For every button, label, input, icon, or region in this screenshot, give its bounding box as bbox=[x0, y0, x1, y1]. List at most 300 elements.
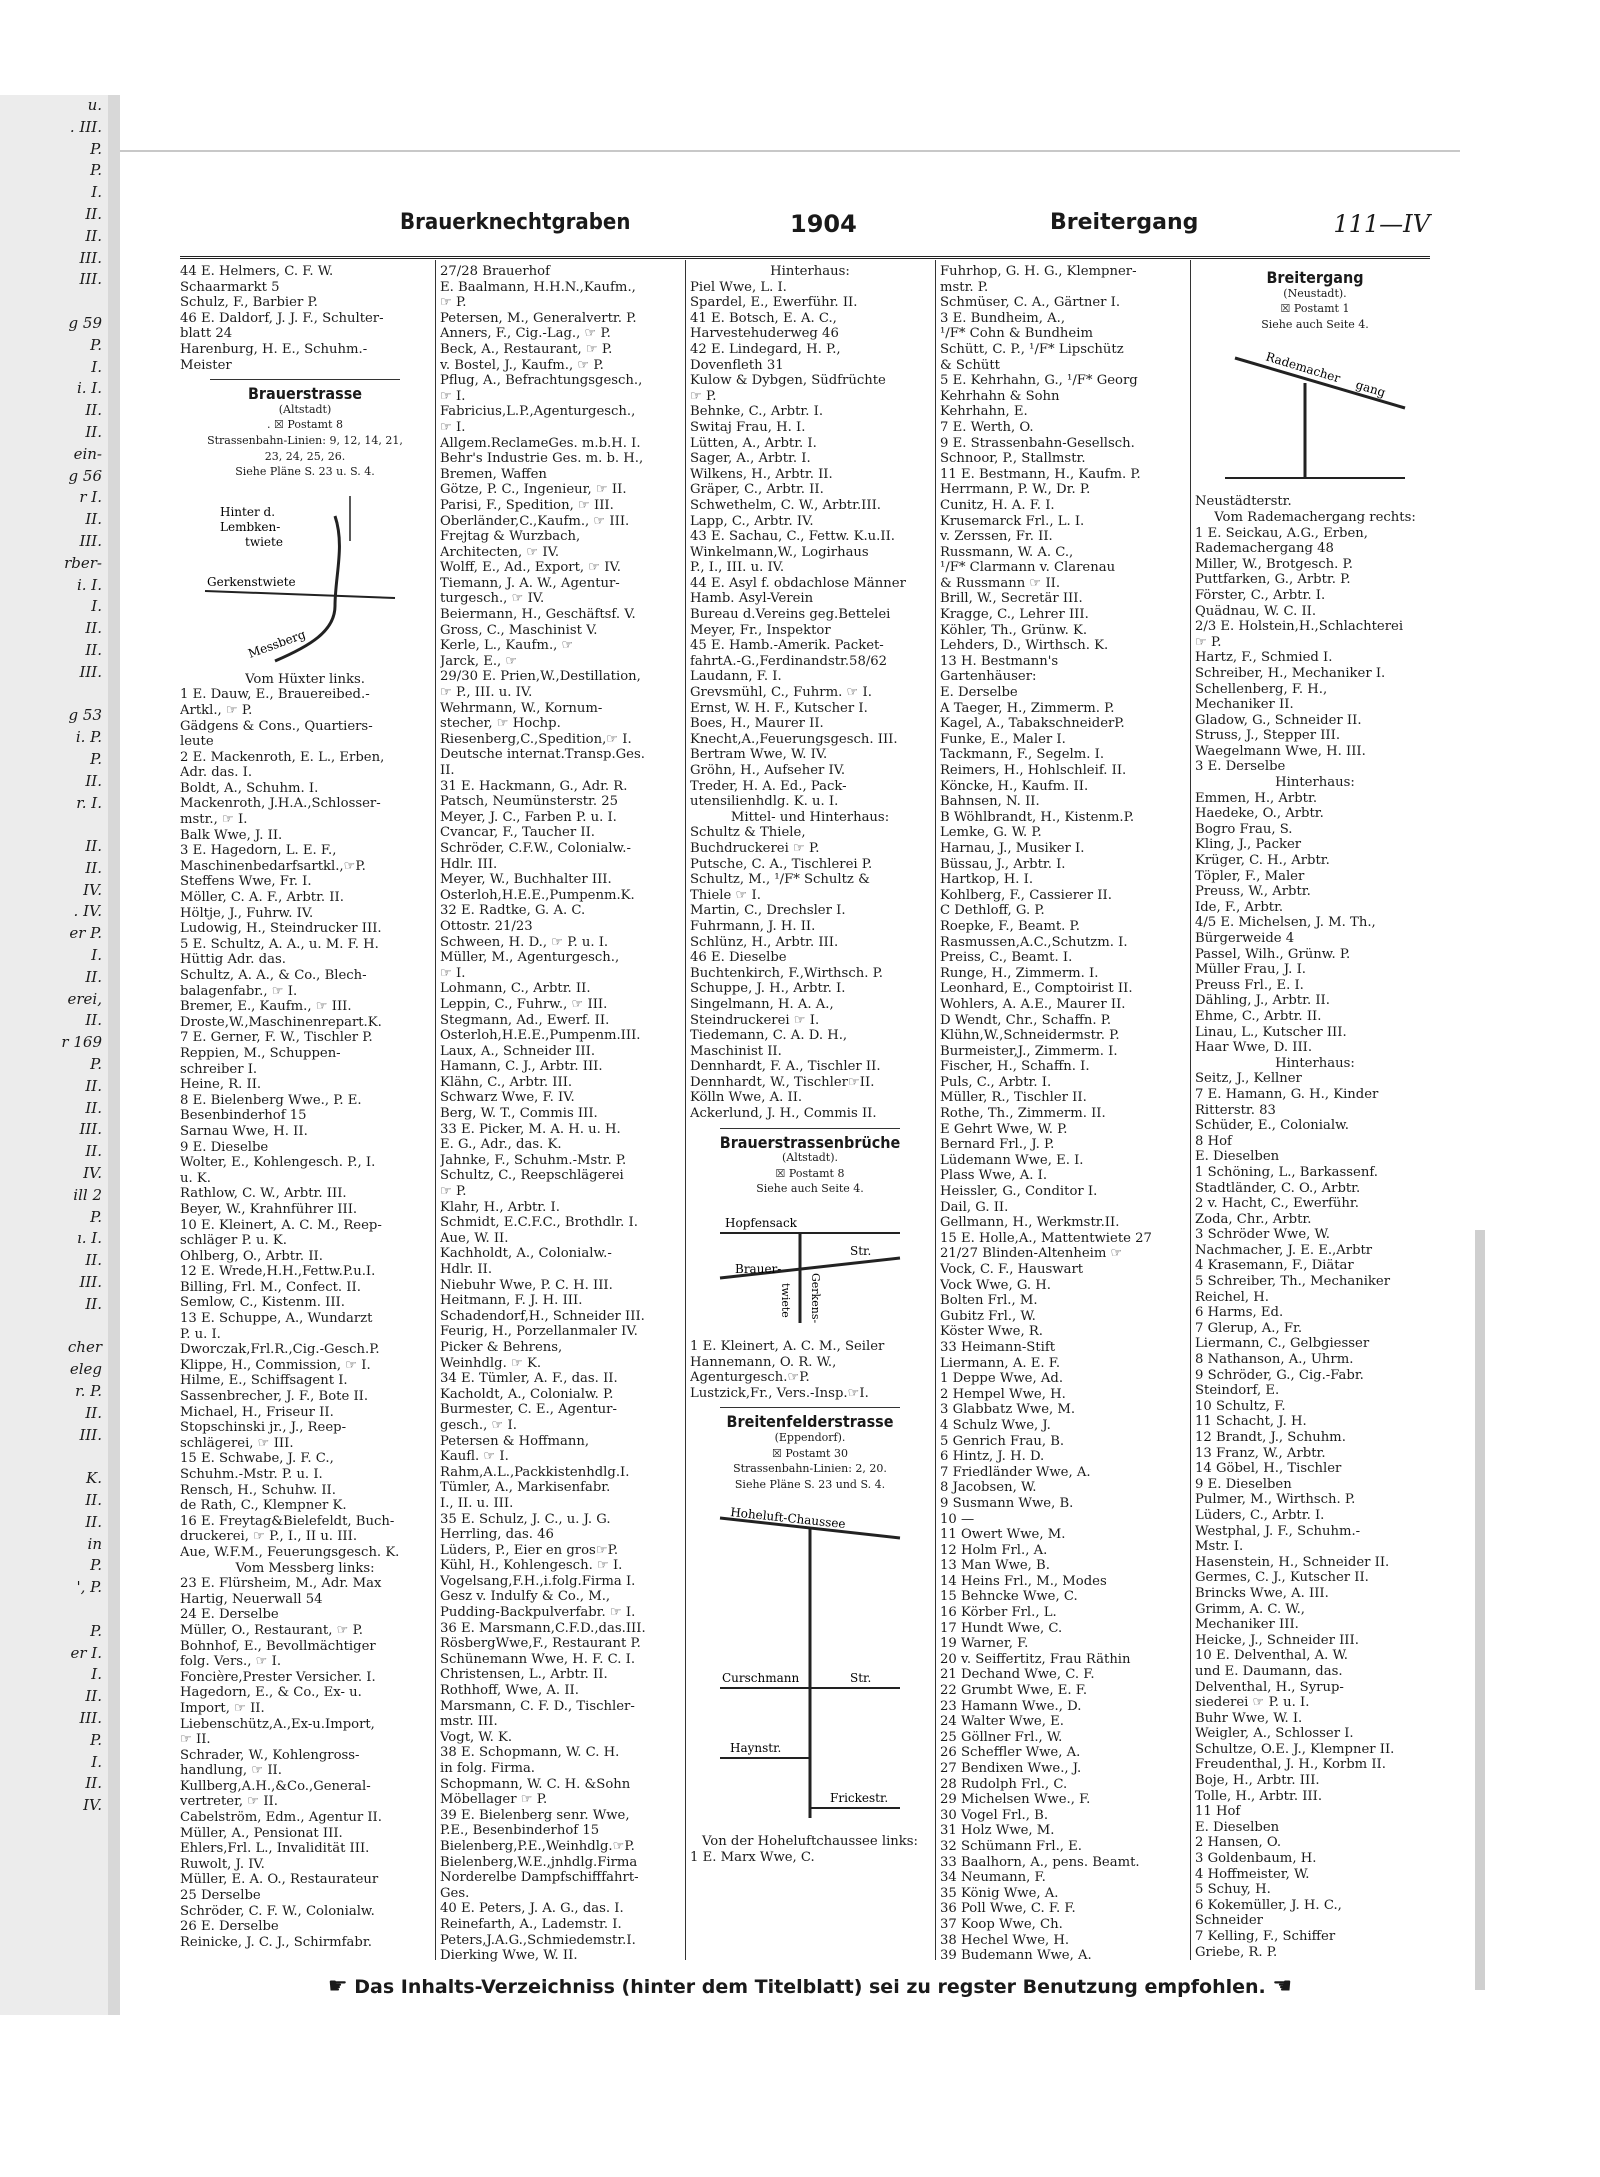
directory-line: Peters,J.A.G.,Schmiedemstr.I. bbox=[440, 1932, 636, 1948]
directory-line: Reichel, H. bbox=[1195, 1289, 1269, 1305]
header-right-street: Breitergang bbox=[1050, 210, 1199, 235]
directory-line: Fabricius,L.P.,Agenturgesch., bbox=[440, 404, 636, 420]
postamt: ☒ Postamt 8 bbox=[775, 1166, 845, 1180]
directory-line: 10 Schultz, F. bbox=[1195, 1398, 1286, 1414]
directory-line: 12 Brandt, J., Schuhm. bbox=[1195, 1430, 1346, 1445]
directory-line: 7 E. Hamann, G. H., Kinder bbox=[1195, 1086, 1379, 1102]
directory-line: Leppin, C., Fuhrw., ☞ III. bbox=[440, 996, 608, 1012]
directory-line: Delventhal, H., Syrup- bbox=[1195, 1679, 1344, 1695]
directory-line bbox=[0, 291, 108, 313]
directory-line: Reinefarth, A., Lademstr. I. bbox=[440, 1916, 622, 1932]
directory-line: Martin, C., Drechsler I. bbox=[690, 903, 846, 919]
directory-line: Deutsche internat.Transp.Ges. bbox=[440, 747, 645, 763]
directory-line: Wehrmann, W., Kornum- bbox=[440, 700, 603, 716]
directory-line: III. bbox=[79, 270, 102, 289]
directory-line: Schröder, C.F.W., Colonialw.- bbox=[440, 840, 631, 856]
directory-line: Allgem.ReclameGes. m.b.H. I. bbox=[440, 435, 641, 451]
directory-line: Kachholdt, A., Colonialw.- bbox=[440, 1246, 612, 1262]
directory-line: 12 Holm Frl., A. bbox=[940, 1542, 1048, 1558]
directory-line: Liermann, A. E. F. bbox=[940, 1355, 1061, 1371]
directory-line: I. bbox=[91, 597, 102, 616]
column-divider bbox=[685, 260, 686, 1960]
column-4 bbox=[940, 264, 1185, 1964]
directory-line: Reinicke, J. C. J., Schirmfabr. bbox=[180, 1934, 372, 1950]
directory-line: 37 Koop Wwe, Ch. bbox=[940, 1916, 1063, 1932]
directory-line bbox=[0, 1316, 108, 1338]
directory-line bbox=[0, 1446, 108, 1468]
directory-line: Niebuhr Wwe, P. C. H. III. bbox=[440, 1277, 613, 1293]
directory-line: Oberländer,C.,Kaufm., ☞ III. bbox=[440, 513, 630, 529]
directory-line bbox=[0, 1926, 108, 1948]
directory-line: II. bbox=[85, 1011, 102, 1030]
directory-line: Möbellager ☞ P. bbox=[440, 1792, 548, 1808]
directory-line: Hüttig Adr. das. bbox=[180, 952, 286, 968]
map-label: Str. bbox=[850, 1671, 872, 1686]
map-label: Gerkens- bbox=[809, 1273, 822, 1324]
directory-line: II. bbox=[85, 422, 102, 441]
directory-line: Kagel, A., TabakschneiderP. bbox=[940, 716, 1125, 732]
directory-line: Bremen, Waffen bbox=[440, 466, 547, 482]
directory-line: 3 Schröder Wwe, W. bbox=[1195, 1227, 1330, 1243]
tram-lines: Strassenbahn-Linien: 2, 20. bbox=[733, 1462, 887, 1476]
directory-line: II. bbox=[85, 1294, 102, 1313]
directory-line: III. bbox=[79, 248, 102, 267]
directory-line: 13 Franz, W., Arbtr. bbox=[1195, 1445, 1326, 1461]
directory-line: Boje, H., Arbtr. III. bbox=[1195, 1773, 1320, 1789]
directory-line: Pflug, A., Befrachtungsgesch., bbox=[440, 373, 643, 389]
directory-line: 9 E. Strassenbahn-Gesellsch. bbox=[940, 435, 1135, 451]
directory-line: Hamb. Asyl-Verein bbox=[690, 591, 814, 607]
street-heading-brauerstrasse: Brauerstrasse bbox=[247, 384, 363, 404]
directory-line: Hartig, Neuerwall 54 bbox=[180, 1591, 323, 1607]
directory-line: IV. bbox=[83, 880, 102, 899]
directory-line: Struss, J., Stepper III. bbox=[1195, 728, 1341, 744]
directory-line: 2 Hempel Wwe, H. bbox=[940, 1386, 1066, 1402]
separator bbox=[720, 1128, 900, 1129]
directory-line: Petersen, M., Generalvertr. P. bbox=[440, 310, 637, 326]
directory-line: Hdlr. III. bbox=[440, 856, 498, 872]
directory-line: Heine, R. II. bbox=[180, 1077, 262, 1093]
directory-line: g 56 bbox=[68, 466, 102, 485]
directory-line: Harvestehuderweg 46 bbox=[690, 326, 839, 342]
directory-line: Knecht,A.,Feuerungsgesch. III. bbox=[690, 731, 898, 747]
directory-line: Buchdruckerei ☞ P. bbox=[690, 840, 820, 856]
directory-line: Wilkens, H., Arbtr. II. bbox=[690, 466, 833, 482]
directory-line bbox=[0, 1904, 108, 1926]
directory-line: 7 Friedländer Wwe, A. bbox=[940, 1464, 1091, 1480]
directory-line: Gellmann, H., Werkmstr.II. bbox=[940, 1215, 1120, 1231]
directory-line: Kölln Wwe, A. II. bbox=[690, 1090, 803, 1106]
directory-line: 3 E. Derselbe bbox=[1195, 759, 1286, 775]
directory-line: ☞ P. bbox=[690, 388, 717, 404]
directory-line: 34 Neumann, F. bbox=[940, 1870, 1046, 1886]
book-binding-edge bbox=[1475, 1230, 1485, 1990]
directory-line: P. bbox=[90, 749, 102, 768]
directory-line: Aue, W. II. bbox=[440, 1230, 509, 1246]
map-label: Gerkenstwiete bbox=[207, 574, 296, 589]
directory-line: Lapp, C., Arbtr. IV. bbox=[690, 513, 814, 529]
directory-line: 7 E. Werth, O. bbox=[940, 419, 1034, 435]
directory-line: ☞ P. bbox=[440, 295, 467, 311]
map-label: Hopfensack bbox=[725, 1216, 797, 1231]
directory-line: Kragge, C., Lehrer III. bbox=[940, 607, 1089, 623]
directory-line: Kühl, H., Kohlengesch. ☞ I. bbox=[440, 1558, 623, 1574]
footer-text: Das Inhalts-Verzeichniss (hinter dem Titelblatt) sei zu regster Benutzung empfohlen. bbox=[354, 1976, 1266, 1998]
directory-line: Mstr. I. bbox=[1195, 1539, 1244, 1555]
directory-line: 17 Hundt Wwe, C. bbox=[940, 1620, 1063, 1636]
directory-line: erei, bbox=[67, 989, 102, 1008]
directory-line: Krüger, C. H., Arbtr. bbox=[1195, 853, 1330, 869]
directory-line: P. bbox=[90, 161, 102, 180]
directory-line: Müller, A., Pensionat III. bbox=[180, 1825, 343, 1841]
directory-line: Rahm,A.L.,Packkistenhdlg.I. bbox=[440, 1464, 630, 1480]
directory-line: 33 Heimann-Stift bbox=[940, 1339, 1056, 1355]
directory-line: II. bbox=[85, 1491, 102, 1509]
column-divider bbox=[935, 260, 936, 1960]
directory-line: Import, ☞ II. bbox=[180, 1700, 265, 1716]
map-label: Haynstr. bbox=[730, 1741, 782, 1756]
directory-line: 9 Schröder, G., Cig.-Fabr. bbox=[1195, 1367, 1364, 1383]
directory-line: Vogelsang,F.H.,i.folg.Firma I. bbox=[440, 1573, 636, 1589]
directory-line: Marsmann, C. F. D., Tischler- bbox=[440, 1698, 635, 1714]
directory-line: 2/3 E. Holstein,H.,Schlachterei bbox=[1195, 619, 1404, 635]
directory-line: Götze, P. C., Ingenieur, ☞ II. bbox=[440, 482, 627, 498]
directory-line: Michael, H., Friseur II. bbox=[180, 1404, 334, 1420]
directory-line: Harenburg, H. E., Schuhm.- bbox=[180, 341, 368, 357]
directory-line: vertreter, ☞ II. bbox=[180, 1794, 278, 1810]
directory-line: Treder, H. A. Ed., Pack- bbox=[690, 778, 847, 794]
directory-line: 8 Nathanson, A., Uhrm. bbox=[1195, 1352, 1354, 1368]
directory-line: Buchtenkirch, F.,Wirthsch. P. bbox=[690, 965, 883, 981]
directory-line: eleg bbox=[69, 1360, 102, 1379]
map-label: Brauer- bbox=[735, 1262, 782, 1277]
directory-line: schreiber I. bbox=[180, 1061, 258, 1077]
directory-line: Reimers, H., Hohlschleif. II. bbox=[940, 763, 1127, 778]
directory-line: Laux, A., Schneider III. bbox=[440, 1043, 596, 1059]
directory-line: Russmann, W. A. C., bbox=[940, 544, 1074, 560]
column-2 bbox=[440, 264, 680, 1964]
directory-line: Winkelmann,W., Logirhaus bbox=[690, 544, 869, 560]
directory-line: Bohnhof, E., Bevollmächtiger bbox=[180, 1638, 376, 1654]
directory-line: Lüders, C., Arbtr. I. bbox=[1195, 1507, 1325, 1523]
directory-line: D Wendt, Chr., Schaffn. P. bbox=[940, 1012, 1112, 1028]
directory-page bbox=[120, 150, 1460, 2012]
directory-line: 44 E. Asyl f. obdachlose Männer bbox=[690, 575, 906, 591]
directory-line: 38 Hechel Wwe, H. bbox=[940, 1932, 1070, 1948]
directory-line: Meyer, W., Buchhalter III. bbox=[440, 872, 612, 888]
directory-line: Jarck, E., ☞ bbox=[440, 653, 518, 669]
directory-line: II. bbox=[85, 640, 102, 659]
page-number: 111—IV bbox=[1333, 210, 1430, 238]
header-year: 1904 bbox=[790, 210, 857, 238]
directory-line: 39 Budemann Wwe, A. bbox=[940, 1948, 1092, 1964]
directory-line: Rothe, Th., Zimmerm. II. bbox=[940, 1106, 1106, 1122]
directory-line: fahrtA.-G.,Ferdinandstr.58/62 bbox=[690, 653, 888, 669]
directory-line: 28 Rudolph Frl., C. bbox=[940, 1776, 1068, 1792]
directory-line: Frejtag & Wurzbach, bbox=[440, 529, 581, 545]
directory-line: Patsch, Neumünsterstr. 25 bbox=[440, 794, 619, 810]
directory-line: Bolten Frl., M. bbox=[940, 1293, 1038, 1309]
previous-page-margin bbox=[0, 95, 111, 2015]
directory-line: 40 E. Peters, J. A. G., das. I. bbox=[440, 1901, 624, 1917]
directory-line: Bremer, E., Kaufm., ☞ III. bbox=[180, 999, 352, 1015]
directory-line: Meyer, Fr., Inspektor bbox=[690, 622, 831, 638]
directory-line: P. bbox=[90, 1730, 102, 1749]
directory-line: Puttfarken, G., Arbtr. P. bbox=[1195, 572, 1351, 588]
directory-line: Vock, C. F., Hauswart bbox=[940, 1262, 1084, 1277]
directory-line: blatt 24 bbox=[180, 326, 233, 342]
directory-line: 25 Göllner Frl., W. bbox=[940, 1729, 1063, 1745]
directory-line: 5 E. Schultz, A. A., u. M. F. H. bbox=[180, 936, 379, 952]
directory-line: Gräper, C., Arbtr. II. bbox=[690, 482, 824, 498]
directory-line: Cabelström, Edm., Agentur II. bbox=[180, 1810, 382, 1826]
directory-line: Schütt, C. P., ¹/F* Lipschütz bbox=[940, 341, 1124, 357]
directory-line: II. bbox=[85, 1687, 102, 1706]
directory-line: Kaufl. ☞ I. bbox=[440, 1449, 509, 1465]
directory-line: Bernard Frl., J. P. bbox=[940, 1137, 1055, 1153]
directory-line: Haar Wwe, D. III. bbox=[1195, 1040, 1313, 1056]
directory-line: Müller, E. A. O., Restaurateur bbox=[180, 1872, 379, 1888]
directory-line: Emmen, H., Arbtr. bbox=[1195, 790, 1318, 806]
directory-line: Boes, H., Maurer II. bbox=[690, 716, 824, 732]
directory-line: 4 Hoffmeister, W. bbox=[1195, 1866, 1310, 1882]
directory-line: 22 Grumbt Wwe, E. F. bbox=[940, 1683, 1088, 1699]
directory-line: Miller, W., Brotgesch. P. bbox=[1195, 556, 1353, 572]
directory-line: 29 Michelsen Wwe., F. bbox=[940, 1792, 1091, 1808]
directory-line: Steindorf, E. bbox=[1195, 1383, 1280, 1399]
directory-line: Schwarz Wwe, F. IV. bbox=[440, 1090, 575, 1106]
directory-line: 26 E. Derselbe bbox=[180, 1919, 279, 1935]
directory-line: Fuhrmann, J. H. II. bbox=[690, 918, 816, 934]
directory-line: Dovenfleth 31 bbox=[690, 357, 784, 373]
directory-line: ☞ I. bbox=[440, 388, 466, 404]
directory-line: Ritterstr. 83 bbox=[1195, 1102, 1276, 1118]
directory-line: Tolle, H., Arbtr. III. bbox=[1195, 1788, 1323, 1804]
directory-line: 6 Hintz, J. H. D. bbox=[940, 1449, 1045, 1465]
directory-line: 35 E. Schulz, J. C., u. J. G. bbox=[440, 1511, 611, 1527]
directory-line: Steindruckerei ☞ I. bbox=[690, 1012, 820, 1028]
directory-line: Gross, C., Maschinist V. bbox=[440, 622, 598, 638]
directory-line: g 59 bbox=[68, 313, 102, 332]
directory-line: 36 E. Marsmann,C.F.D.,das.III. bbox=[440, 1620, 646, 1636]
directory-line: turgesch., ☞ IV. bbox=[440, 591, 545, 607]
directory-line: Liebenschütz,A.,Ex-u.Import, bbox=[180, 1716, 375, 1732]
directory-line: Jahnke, F., Schuhm.-Mstr. P. bbox=[440, 1152, 627, 1168]
directory-line: 14 Göbel, H., Tischler bbox=[1195, 1461, 1342, 1477]
directory-line: 23 E. Flürsheim, M., Adr. Max bbox=[180, 1576, 382, 1592]
directory-line: Rasmussen,A.C.,Schutzm. I. bbox=[940, 934, 1128, 950]
directory-line: schlägerei, ☞ III. bbox=[180, 1435, 294, 1451]
street-map-brauerstrassenbruecke bbox=[700, 1203, 920, 1333]
directory-line: 14 Heins Frl., M., Modes bbox=[940, 1573, 1107, 1589]
directory-line: mstr. P. bbox=[940, 279, 989, 295]
directory-line: ☞ P. bbox=[440, 1184, 467, 1200]
directory-line: Norderelbe Dampfschifffahrt- bbox=[440, 1870, 639, 1886]
map-label: Messberg bbox=[246, 626, 308, 661]
tram-lines-cont: 23, 24, 25, 26. bbox=[264, 449, 346, 463]
directory-line: balagenfabr., ☞ I. bbox=[180, 983, 298, 999]
directory-line: III. bbox=[79, 662, 102, 681]
map-label: Lembken- bbox=[220, 519, 281, 534]
directory-line: Cunitz, H. A. F. I. bbox=[940, 497, 1055, 513]
directory-line: & Russmann ☞ II. bbox=[940, 575, 1061, 591]
directory-line: er P. bbox=[69, 924, 102, 943]
directory-line: 23 Hamann Wwe., D. bbox=[940, 1698, 1082, 1714]
directory-line: Artkl., ☞ P. bbox=[180, 702, 253, 718]
directory-line: Schlünz, H., Arbtr. III. bbox=[690, 934, 839, 950]
directory-line: rber- bbox=[64, 553, 102, 572]
directory-line: III. bbox=[79, 1425, 102, 1444]
directory-line: 13 H. Bestmann's bbox=[940, 653, 1059, 669]
directory-line: Krusemarck Frl., L. I. bbox=[940, 513, 1085, 529]
directory-line: 32 Schümann Frl., E. bbox=[940, 1838, 1082, 1854]
directory-line: A Taeger, H., Zimmerm. P. bbox=[940, 700, 1115, 716]
directory-line: Feurig, H., Porzellanmaler IV. bbox=[440, 1324, 638, 1340]
directory-line: Ernst, W. H. F., Kutscher I. bbox=[690, 700, 868, 716]
directory-line: Brincks Wwe, A. III. bbox=[1195, 1585, 1329, 1601]
directory-line: Schünemann Wwe, H. F. C. I. bbox=[440, 1651, 636, 1667]
directory-line: Cvancar, F., Taucher II. bbox=[440, 825, 595, 841]
directory-line: Behnke, C., Arbtr. I. bbox=[690, 404, 824, 420]
directory-line: . III. bbox=[69, 117, 102, 136]
directory-line: Mechaniker III. bbox=[1195, 1617, 1299, 1633]
directory-line: Schneider bbox=[1195, 1913, 1263, 1929]
directory-line: utensilienhdlg. K. u. I. bbox=[690, 794, 839, 810]
directory-line: III. bbox=[79, 531, 102, 550]
street-map-breitenfelderstrasse bbox=[700, 1498, 920, 1828]
directory-line: Schwethelm, C. W., Arbtr.III. bbox=[690, 497, 881, 513]
directory-line: 8 Jacobsen, W. bbox=[940, 1480, 1037, 1496]
directory-line: C Dethloff, G. P. bbox=[940, 903, 1045, 919]
directory-line: Schultz & Thiele, bbox=[690, 825, 806, 841]
directory-line: v. Bostel, J., Kaufm., ☞ P. bbox=[440, 357, 604, 373]
directory-line: Quädnau, W. C. II. bbox=[1195, 603, 1317, 619]
directory-line: Harnau, J., Musiker I. bbox=[940, 840, 1085, 856]
directory-line: Wolff, E., Ad., Export, ☞ IV. bbox=[440, 560, 621, 576]
directory-line: II. bbox=[85, 226, 102, 245]
directory-line: Weinhdlg. ☞ K. bbox=[440, 1355, 542, 1371]
directory-line: II. bbox=[85, 401, 102, 420]
directory-line: Burmeister,J., Zimmerm. I. bbox=[940, 1043, 1118, 1059]
directory-line bbox=[0, 684, 108, 706]
tram-lines: Strassenbahn-Linien: 9, 12, 14, 21, bbox=[207, 433, 403, 447]
directory-line: I., II. u. III. bbox=[440, 1495, 514, 1511]
directory-line: 43 E. Sachau, C., Fettw. K.u.II. bbox=[690, 529, 895, 545]
directory-line: 24 E. Derselbe bbox=[180, 1607, 279, 1623]
directory-line: 11 Schacht, J. H. bbox=[1195, 1414, 1307, 1430]
district: (Neustadt). bbox=[1283, 286, 1347, 300]
directory-line: Sassenbrecher, J. F., Bote II. bbox=[180, 1389, 369, 1405]
directory-line: Steffens Wwe, Fr. I. bbox=[180, 874, 312, 890]
district: (Altstadt) bbox=[278, 402, 332, 416]
directory-line: P.E., Besenbinderhof 15 bbox=[440, 1823, 600, 1839]
directory-line: mstr., ☞ I. bbox=[180, 812, 248, 828]
directory-line: stecher, ☞ Hochp. bbox=[440, 716, 561, 732]
directory-line: P. bbox=[90, 139, 102, 158]
directory-line: r. I. bbox=[76, 793, 102, 812]
directory-line: 1 E. Kleinert, A. C. M., Seiler bbox=[690, 1339, 885, 1355]
plan-reference: Siehe auch Seite 4. bbox=[1261, 317, 1369, 331]
directory-line: P., I., III. u. IV. bbox=[690, 560, 785, 576]
directory-line: Aue, W.F.M., Feuerungsgesch. K. bbox=[180, 1544, 400, 1560]
directory-line: Berg, W. T., Commis III. bbox=[440, 1106, 598, 1122]
directory-line: 32 E. Radtke, G. A. C. bbox=[440, 903, 586, 919]
directory-line: Kerle, L., Kaufm., ☞ bbox=[440, 638, 574, 654]
directory-line: 29/30 E. Prien,W.,Destillation, bbox=[440, 669, 641, 685]
directory-line: 46 E. Daldorf, J. J. F., Schulter- bbox=[180, 310, 384, 326]
directory-line: Schüder, E., Colonialw. bbox=[1195, 1118, 1349, 1134]
directory-line: Piel Wwe, L. I. bbox=[690, 279, 787, 295]
map-label: Rademacher bbox=[1264, 349, 1342, 386]
directory-line: Rathlow, C. W., Arbtr. III. bbox=[180, 1186, 347, 1202]
directory-line: Sager, A., Arbtr. I. bbox=[690, 451, 811, 467]
directory-line: 2 v. Hacht, C., Ewerführ. bbox=[1195, 1196, 1359, 1212]
directory-line: Mackenroth, J.H.A.,Schlosser- bbox=[180, 796, 381, 812]
directory-line: Lüdemann Wwe, E. I. bbox=[940, 1152, 1084, 1168]
directory-line: Gröhn, H., Aufseher IV. bbox=[690, 763, 846, 778]
directory-line: 9 E. Dieselben bbox=[1195, 1476, 1292, 1492]
directory-line: Gädgens & Cons., Quartiers- bbox=[180, 718, 373, 734]
directory-line: Ohlberg, O., Arbtr. II. bbox=[180, 1248, 323, 1264]
directory-line: 8 E. Bielenberg Wwe., P. E. bbox=[180, 1092, 362, 1108]
directory-line: II. bbox=[85, 1142, 102, 1161]
directory-line: 6 Kokemüller, J. H. C., bbox=[1195, 1897, 1342, 1913]
directory-line: Preuss, W., Arbtr. bbox=[1195, 884, 1311, 900]
directory-line: Semlow, C., Kistenm. III. bbox=[180, 1295, 345, 1311]
directory-line bbox=[0, 1839, 108, 1861]
directory-line: Plass Wwe, A. I. bbox=[940, 1168, 1048, 1184]
directory-line: Gladow, G., Schneider II. bbox=[1195, 712, 1362, 728]
directory-line: Rothhoff, Wwe, A. II. bbox=[440, 1683, 579, 1699]
directory-line: Boldt, A., Schuhm. I. bbox=[180, 780, 319, 796]
map-label: twiete bbox=[779, 1283, 792, 1318]
directory-line: 3 Glabbatz Wwe, M. bbox=[940, 1402, 1076, 1418]
directory-line: 10 E. Kleinert, A. C. M., Reep- bbox=[180, 1217, 382, 1233]
directory-line bbox=[0, 1882, 108, 1904]
directory-line: Heissler, G., Conditor I. bbox=[940, 1184, 1098, 1200]
directory-line: Foncière,Prester Versicher. I. bbox=[180, 1669, 376, 1685]
directory-line: 11 Hof bbox=[1195, 1804, 1241, 1820]
directory-line: Gubitz Frl., W. bbox=[940, 1308, 1036, 1324]
directory-line: I. bbox=[91, 1665, 102, 1684]
directory-line: Dennhardt, F. A., Tischler II. bbox=[690, 1059, 881, 1075]
plan-reference: Siehe Pläne S. 23 und S. 4. bbox=[734, 1477, 886, 1491]
directory-line: 20 v. Seiffertitz, Frau Räthin bbox=[940, 1651, 1131, 1667]
directory-line: 9 E. Dieselbe bbox=[180, 1139, 269, 1155]
directory-line: Schellenberg, F. H., bbox=[1195, 681, 1328, 697]
directory-line: Grevsmühl, C., Fuhrm. ☞ I. bbox=[690, 685, 872, 701]
directory-line: Schadendorf,H., Schneider III. bbox=[440, 1308, 645, 1324]
directory-line: 11 Owert Wwe, M. bbox=[940, 1527, 1066, 1543]
directory-line: Balk Wwe, J. II. bbox=[180, 827, 283, 843]
directory-line: E. Derselbe bbox=[940, 685, 1018, 701]
directory-line bbox=[0, 1817, 108, 1839]
directory-line: 4 Schulz Wwe, J. bbox=[940, 1417, 1051, 1433]
directory-line: III. bbox=[79, 1273, 102, 1292]
directory-line: Brill, W., Secretär III. bbox=[940, 591, 1083, 607]
directory-line: mstr. III. bbox=[440, 1714, 498, 1730]
directory-line: Ottostr. 21/23 bbox=[440, 918, 533, 934]
directory-line: III. bbox=[79, 1708, 102, 1727]
directory-line: Putsche, C. A., Tischlerei P. bbox=[690, 856, 873, 872]
district: (Eppendorf). bbox=[774, 1431, 846, 1444]
directory-line: Seitz, J., Kellner bbox=[1195, 1071, 1302, 1087]
directory-line: Hartz, F., Schmied I. bbox=[1195, 650, 1333, 666]
directory-line: Dähling, J., Arbtr. II. bbox=[1195, 993, 1330, 1009]
directory-line: Hinterhaus: bbox=[770, 264, 850, 279]
postamt: . ☒ Postamt 8 bbox=[267, 418, 343, 432]
directory-line: Meyer, J. C., Farben P. u. I. bbox=[440, 809, 617, 825]
